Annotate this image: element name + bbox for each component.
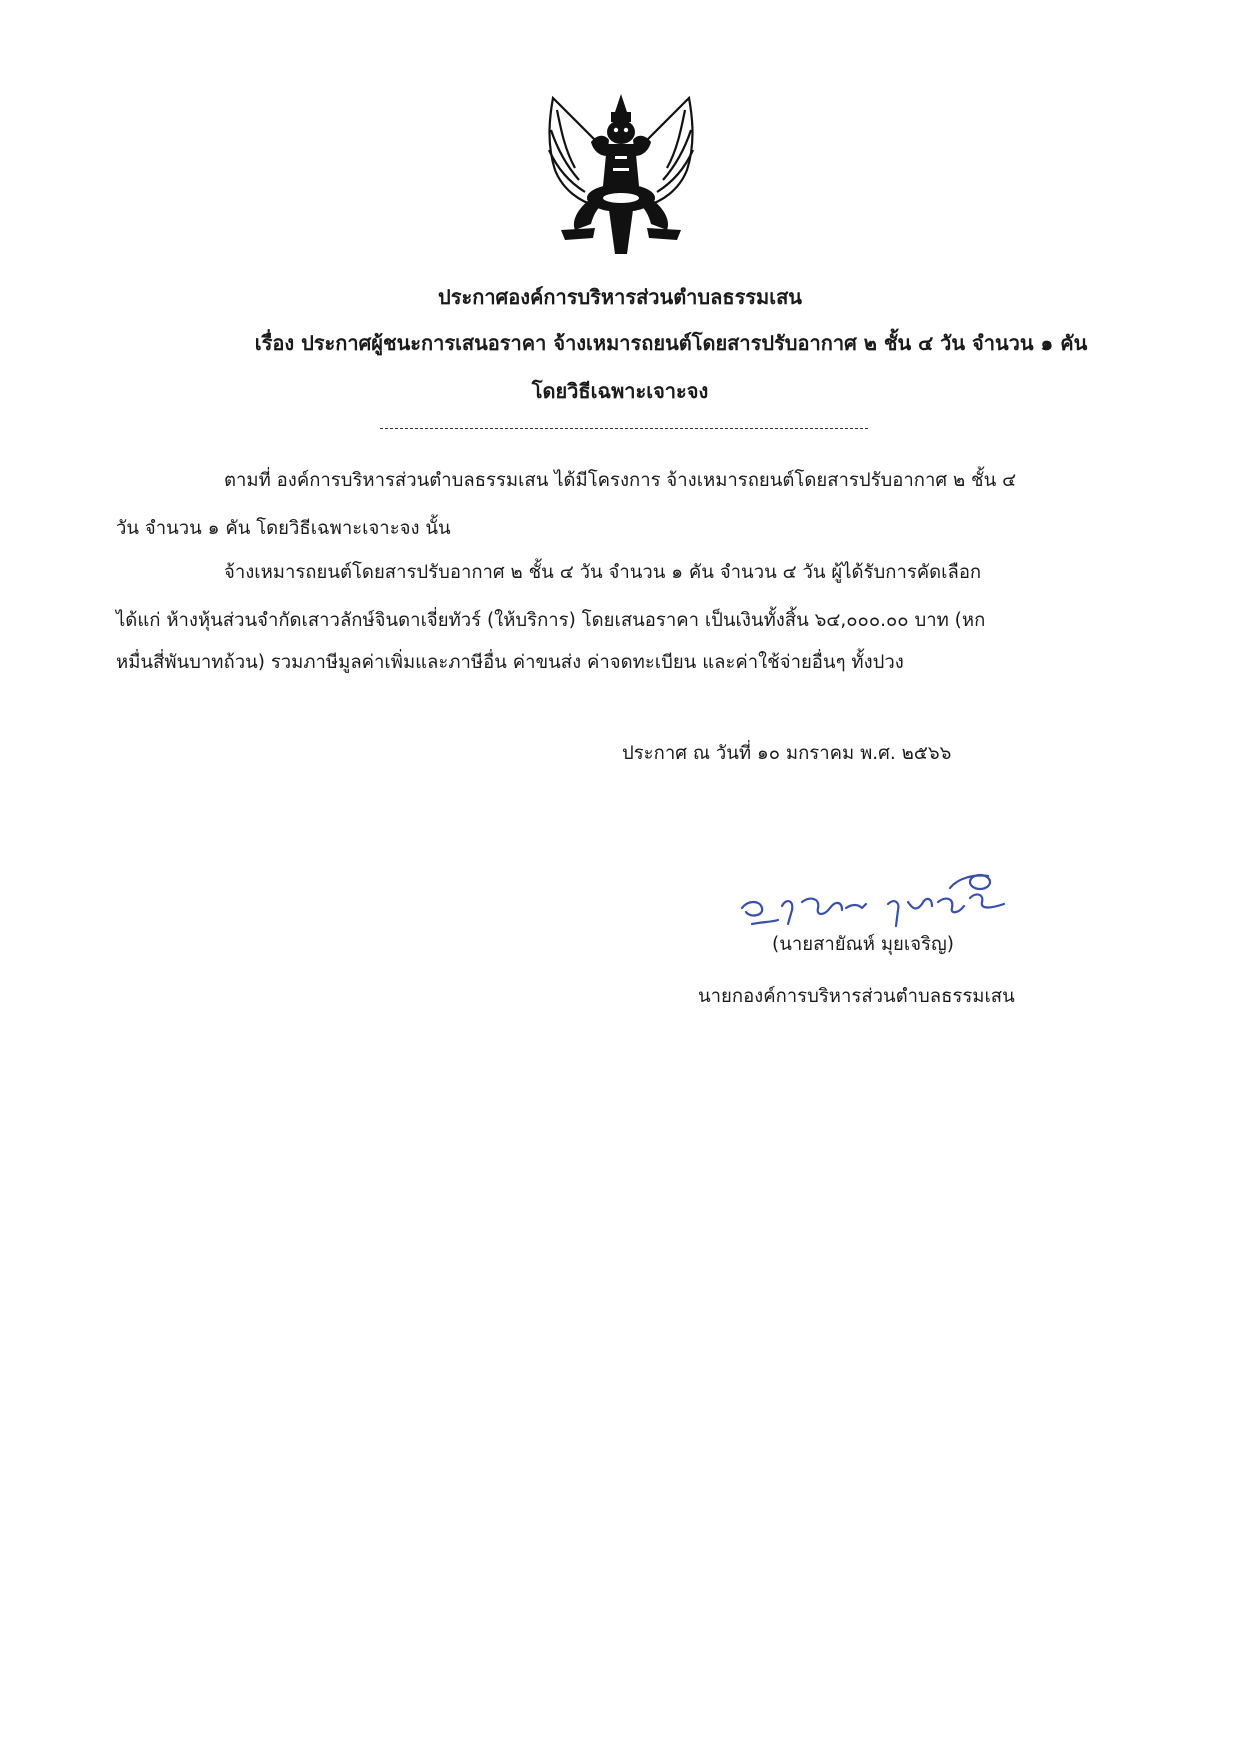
paragraph-2-line-3: หมื่นสี่พันบาทถ้วน) รวมภาษีมูลค่าเพิ่มและภาษีอื่น ค่าขนส่ง ค่าจดทะเบียน และค่าใช้จ่ายอื่นๆ ทั้งปวง [116, 652, 904, 673]
separator-line [380, 428, 868, 429]
signer-position: นายกองค์การบริหารส่วนตำบลธรรมเสน [698, 986, 1015, 1007]
paragraph-1-line-2: วัน จำนวน ๑ คัน โดยวิธีเฉพาะเจาะจง นั้น [116, 518, 451, 539]
document-subject: เรื่อง ประกาศผู้ชนะการเสนอราคา จ้างเหมารถยนต์โดยสารปรับอากาศ ๒ ชั้น ๔ วัน จำนวน ๑ คัน [254, 331, 1088, 355]
handwritten-signature [738, 868, 1016, 938]
paragraph-2-line-1: จ้างเหมารถยนต์โดยสารปรับอากาศ ๒ ชั้น ๔ วัน จำนวน ๑ คัน จำนวน ๔ วัน ผู้ได้รับการคัดเลือก [224, 562, 982, 583]
announcement-date: ประกาศ ณ วันที่ ๑๐ มกราคม พ.ศ. ๒๕๖๖ [622, 743, 952, 764]
procurement-method: โดยวิธีเฉพาะเจาะจง [531, 379, 709, 403]
signer-name: (นายสายัณห์ มุยเจริญ) [772, 934, 954, 955]
garuda-emblem-icon [535, 90, 707, 258]
paragraph-2-line-2: ได้แก่ ห้างหุ้นส่วนจำกัดเสาวลักษ์จินดาเจี่ยทัวร์ (ให้บริการ) โดยเสนอราคา เป็นเงินทั้งสิ้น ๖๔,๐๐๐.๐๐ บาท (หก [116, 610, 986, 631]
document-title: ประกาศองค์การบริหารส่วนตำบลธรรมเสน [438, 285, 802, 309]
paragraph-1-line-1: ตามที่ องค์การบริหารส่วนตำบลธรรมเสน ได้มีโครงการ จ้างเหมารถยนต์โดยสารปรับอากาศ ๒ ชั้น ๔ [224, 470, 1017, 491]
